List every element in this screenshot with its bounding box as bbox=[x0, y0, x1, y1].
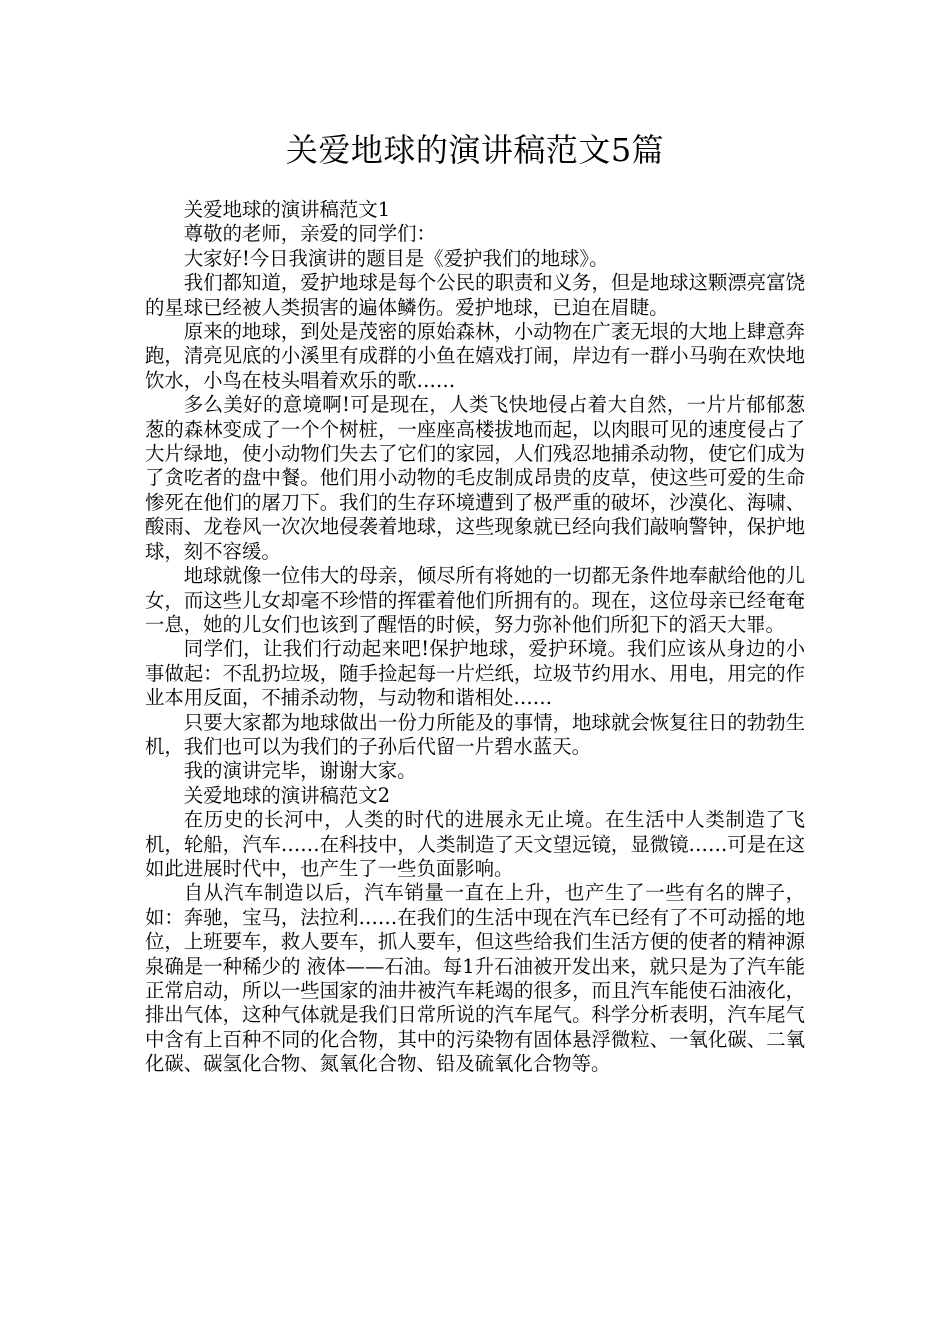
paragraph: 我的演讲完毕，谢谢大家。 bbox=[183, 759, 417, 783]
paragraph: 同学们，让我们行动起来吧!保护地球，爱护环境。我们应该从身边的小事做起：不乱扔垃圾，随手捡起每一片烂纸，垃圾节约用水、用电，用完的作业本用反面，不捕杀动物，与动物和谐相处…… bbox=[145, 637, 805, 710]
paragraph: 我们都知道，爱护地球是每个公民的职责和义务，但是地球这颗漂亮富饶的星球已经被人类损害的遍体鳞伤。爱护地球，已迫在眉睫。 bbox=[145, 271, 805, 319]
paragraph: 只要大家都为地球做出一份力所能及的事情，地球就会恢复往日的勃勃生机，我们也可以为我们的子孙后代留一片碧水蓝天。 bbox=[145, 710, 805, 758]
document-body bbox=[145, 198, 805, 1077]
paragraph: 地球就像一位伟大的母亲，倾尽所有将她的一切都无条件地奉献给他的儿女，而这些儿女却毫不珍惜的挥霍着他们所拥有的。现在，这位母亲已经奄奄一息，她的儿女们也该到了醒悟的时候，努力弥补他们所犯下的滔天大罪。 bbox=[145, 564, 805, 636]
document-page bbox=[145, 128, 805, 1077]
paragraph: 多么美好的意境啊!可是现在，人类飞快地侵占着大自然，一片片郁郁葱葱的森林变成了一个个树桩，一座座高楼拔地而起，以肉眼可见的速度侵占了大片绿地，使小动物们失去了它们的家园，人们残忍地捕杀动物，使它们成为了贪吃者的盘中餐。他们用小动物的毛皮制成昂贵的皮草，使这些可爱的生命惨死在他们的屠刀下。我们的生存环境遭到了极严重的破坏，沙漠化、海啸、酸雨、龙卷风一次次地侵袭着地球，这些现象就已经向我们敲响警钟，保护地球，刻不容缓。 bbox=[145, 393, 805, 563]
paragraph: 关爱地球的演讲稿范文2 bbox=[183, 783, 391, 807]
paragraph: 关爱地球的演讲稿范文1 bbox=[183, 198, 391, 221]
paragraph: 尊敬的老师，亲爱的同学们： bbox=[183, 222, 436, 246]
paragraph: 在历史的长河中，人类的时代的进展永无止境。在生活中人类制造了飞机，轮船，汽车……在科技中，人类制造了天文望远镜，显微镜……可是在这如此进展时代中，也产生了一些负面影响。 bbox=[145, 808, 805, 880]
paragraph: 自从汽车制造以后，汽车销量一直在上升，也产生了一些有名的牌子，如：奔驰，宝马，法拉利……在我们的生活中现在汽车已经有了不可动摇的地位，上班要车，救人要车，抓人要车，但这些给我们生活方便的使者的精神源泉确是一种稀少的 液体——石油。每1升石油被开发出来，就只是为了汽车能正常启动，所以一些国家的油井被汽车耗竭的很多，而且汽车能使石油液化，排出气体，这种气体就是我们日常所说的汽车尾气。科学分析表明，汽车尾气中含有上百种不同的化合物，其中的污染物有固体悬浮微粒、一氧化碳、二氧化碳、碳氢化合物、氮氧化合物、铅及硫氧化合物等。 bbox=[145, 881, 805, 1076]
document-title: 关爱地球的演讲稿范文5篇 bbox=[285, 131, 665, 169]
paragraph: 大家好!今日我演讲的题目是《爱护我们的地球》。 bbox=[183, 246, 609, 270]
paragraph: 原来的地球，到处是茂密的原始森林，小动物在广袤无垠的大地上肆意奔跑，清亮见底的小溪里有成群的小鱼在嬉戏打闹，岸边有一群小马驹在欢快地饮水，小鸟在枝头唱着欢乐的歌…… bbox=[145, 320, 805, 392]
